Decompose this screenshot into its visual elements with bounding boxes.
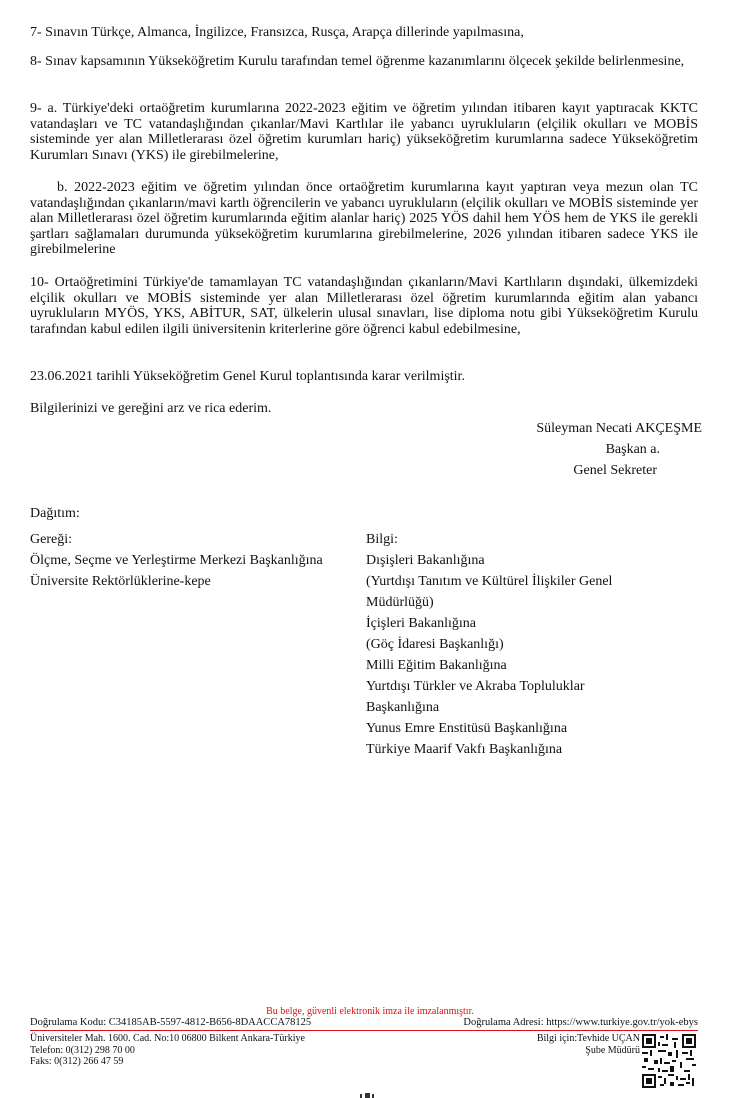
footer-divider	[30, 1030, 698, 1031]
page-number-mark	[358, 1093, 378, 1098]
gereg-item: Ölçme, Seçme ve Yerleştirme Merkezi Başkanlığına	[30, 553, 323, 568]
verification-address[interactable]: Doğrulama Adresi: https://www.turkiye.gov.tr/yok-ebys	[463, 1017, 698, 1028]
signatory-position: Genel Sekreter	[573, 463, 657, 478]
gereg-label: Gereği:	[30, 532, 72, 547]
paragraph-10: 10- Ortaöğretimini Türkiye'de tamamlayan TC vatandaşlığından çıkanların/Mavi Kartlıların dışındaki, ülkemizdeki elçilik okulları ve MOBİS sisteminde yer alan Milletlerarası özel öğretim kurumlarında eğitim alan yabancı uyrukluların MYÖS, YKS, ABİTUR, SAT, ülkelerin ulusal sınavları, lise diploma notu gibi Yükseköğretim Kurulu tarafından kabul edilen ilgili üniversitenin kriterlerine göre öğrenci kabul edebilmesine,	[30, 275, 698, 337]
verification-code: Doğrulama Kodu: C34185AB-5597-4812-B656-8DAACCA78125	[30, 1017, 312, 1028]
bilgi-item: Milli Eğitim Bakanlığına	[366, 658, 507, 673]
paragraph-9a: 9- a. Türkiye'deki ortaöğretim kurumlarına 2022-2023 eğitim ve öğretim yılından itibaren kayıt yaptıracak KKTC vatandaşları ve TC vatandaşlığından çıkanlar/Mavi Kartlılar ile yabancı uyrukluların (elçilik okulları ve MOBİS sisteminde yer alan Milletlerarası özel öğretim kurumları hariç) yükseköğretim kurumlarına sadece Yükseköğretim Kurumları Sınavı (YKS) ile girebilmelerine,	[30, 101, 698, 163]
fax-line: Faks: 0(312) 266 47 59	[30, 1056, 124, 1067]
bilgi-item: Başkanlığına	[366, 700, 440, 715]
info-contact-title: Şube Müdürü	[585, 1044, 640, 1056]
phone-line: Telefon: 0(312) 298 70 00	[30, 1044, 135, 1056]
bilgi-item: İçişleri Bakanlığına	[366, 616, 477, 631]
qr-code-icon[interactable]	[642, 1034, 696, 1088]
distribution-gereg	[30, 529, 370, 592]
bilgi-item: Dışişleri Bakanlığına	[366, 553, 485, 568]
bilgi-item: Yunus Emre Enstitüsü Başkanlığına	[366, 721, 568, 736]
bilgi-item: (Göç İdaresi Başkanlığı)	[366, 637, 504, 652]
bilgi-item: Yurtdışı Türkler ve Akraba Topluluklar	[366, 679, 585, 694]
closing-line: Bilgilerinizi ve gereğini arz ve rica ederim.	[30, 401, 272, 416]
esign-note: Bu belge, güvenli elektronik imza ile imzalanmıştır.	[266, 1006, 474, 1017]
paragraph-8: 8- Sınav kapsamının Yükseköğretim Kurulu tarafından temel öğrenme kazanımlarını ölçecek şekilde belirlenmesine,	[30, 54, 685, 69]
distribution-heading: Dağıtım:	[30, 506, 80, 521]
bilgi-label: Bilgi:	[366, 532, 398, 547]
bilgi-item: Müdürlüğü)	[366, 595, 434, 610]
info-contact: Bilgi için:Tevhide UÇAN	[536, 1033, 640, 1044]
paragraph-9b: b. 2022-2023 eğitim ve öğretim yılından önce ortaöğretim kurumlarına kayıt yaptıran veya mezun olan TC vatandaşlığından çıkanların/mavi kartlı öğrencilerin ve yabancı uyrukluların (elçilik okulları ve MOBİS sisteminde yer alan Milletlerarası özel öğretim kurumlarında eğitim alanlar hariç) 2025 YÖS dahil hem YÖS hem de YKS ile gerekli şartları sağlamaları durumunda yükseköğretim kurumlarına girebilmelerine, 2026 yılından itibaren sadece YKS ile girebilmelerine	[30, 180, 698, 257]
signatory-title: Başkan a.	[605, 442, 660, 457]
distribution-bilgi	[366, 529, 666, 760]
signatory-name: Süleyman Necati AKÇEŞME	[536, 421, 702, 436]
info-contact-block	[500, 1033, 640, 1056]
bilgi-item: (Yurtdışı Tanıtım ve Kültürel İlişkiler Genel	[366, 574, 613, 589]
gereg-item: Üniversite Rektörlüklerine-kepe	[30, 574, 211, 589]
paragraph-7: 7- Sınavın Türkçe, Almanca, İngilizce, Fransızca, Rusça, Arapça dillerinde yapılmasına,	[30, 25, 524, 40]
contact-block	[30, 1033, 305, 1068]
address-line: Üniversiteler Mah. 1600. Cad. No:10 06800 Bilkent Ankara-Türkiye	[30, 1033, 305, 1044]
bilgi-item: Türkiye Maarif Vakfı Başkanlığına	[366, 742, 563, 757]
decision-statement: 23.06.2021 tarihli Yükseköğretim Genel Kurul toplantısında karar verilmiştir.	[30, 369, 465, 384]
signature-block	[480, 418, 702, 481]
